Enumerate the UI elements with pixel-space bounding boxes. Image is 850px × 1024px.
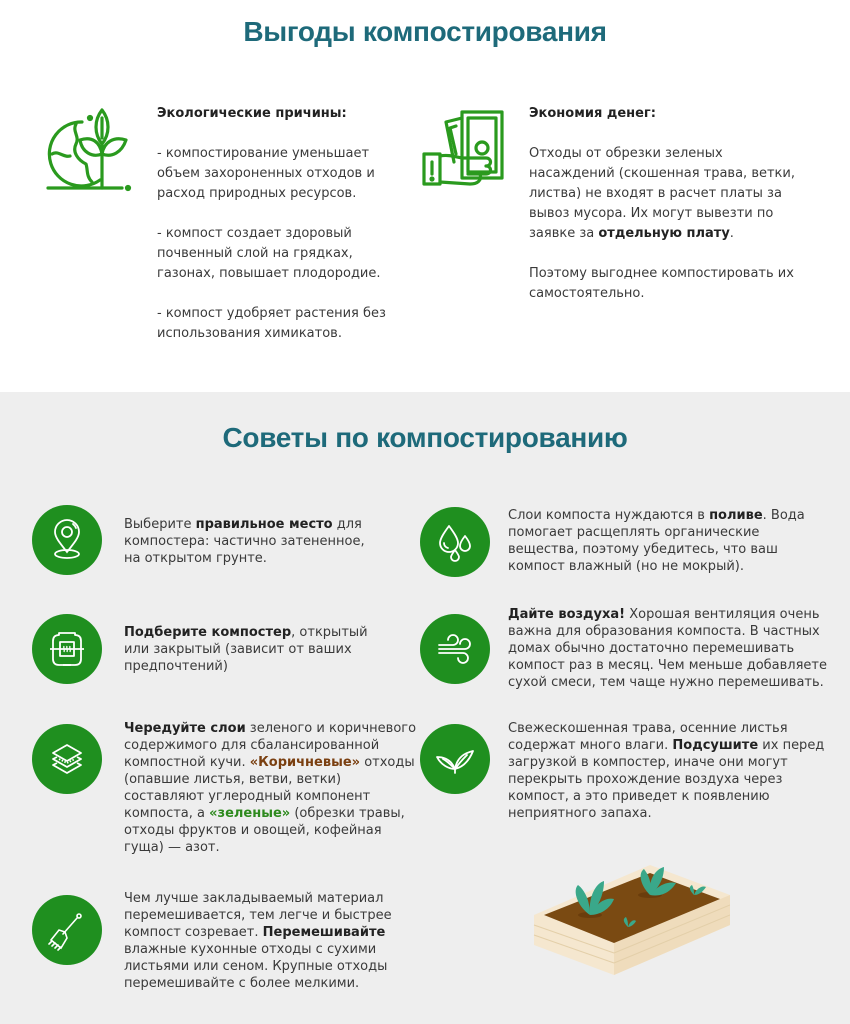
tip-bold: Дайте воздуха! — [508, 607, 626, 622]
tip-air — [508, 606, 828, 691]
money-text: . — [729, 226, 734, 241]
tip-text: Выберите — [124, 517, 196, 532]
tip-composter — [124, 624, 374, 675]
tip-bold: Подберите компостер — [124, 625, 292, 640]
money-text: Отходы от обрезки зеленых насаждений (скошенная трава, ветки, листва) не входят в расчет платы за вывоз мусора. Их могут вывезти по заявке за — [529, 146, 795, 241]
tip-location — [124, 516, 374, 567]
tips-title: Советы по компостированию — [222, 422, 628, 453]
location-pin-icon — [32, 505, 102, 575]
ecological-reasons — [157, 104, 402, 364]
money-bold: отдельную плату — [598, 226, 730, 241]
money-heading: Экономия денег: — [529, 106, 656, 121]
layers-icon — [32, 724, 102, 794]
garden-bed-illustration — [530, 855, 730, 985]
tip-text: . Вода помогает расщеплять органические вещества, поэтому убедитесь, что ваш компост влажный (но не мокрый). — [508, 508, 805, 574]
benefits-title: Выгоды компостирования — [243, 16, 607, 47]
tip-text: их перед загрузкой в компостер, иначе они могут перекрыть прохождение воздуха через компост, а это приведет к появлению неприятного запаха. — [508, 738, 825, 821]
rake-icon — [32, 895, 102, 965]
ecological-item: - компостирование уменьшает объем захороненных отходов и расход природных ресурсов. — [157, 146, 375, 201]
tip-bold: Чередуйте слои — [124, 721, 246, 736]
tip-text: Чем лучше закладываемый материал перемешивается, тем легче и быстрее компост созревает. — [124, 891, 392, 940]
water-drops-icon — [420, 507, 490, 577]
hand-money-icon — [420, 104, 510, 194]
wind-icon — [420, 614, 490, 684]
ecological-heading: Экологические причины: — [157, 106, 347, 121]
tip-bold: поливе — [709, 508, 763, 523]
tip-bold: Перемешивайте — [262, 925, 386, 940]
tip-text: , открытый или закрытый (зависит от ваших предпочтений) — [124, 625, 368, 674]
money-paragraph-2: Поэтому выгоднее компостировать их самостоятельно. — [529, 266, 794, 301]
benefits-section — [0, 0, 850, 392]
green-highlight: «зеленые» — [209, 806, 291, 821]
tip-mixing — [124, 890, 434, 992]
tip-text: (обрезки травы, отходы фруктов и овощей, кофейная гуща) — азот. — [124, 806, 405, 855]
tip-text: Свежескошенная трава, осенние листья содержат много влаги. — [508, 721, 788, 753]
tip-bold: правильное место — [195, 517, 333, 532]
tip-bold: Подсушите — [672, 738, 759, 753]
tip-text: Слои компоста нуждаются в — [508, 508, 710, 523]
brown-highlight: «Коричневые» — [249, 755, 361, 770]
leaves-icon — [420, 724, 490, 794]
tip-layers — [124, 720, 424, 856]
tip-text: зеленого и коричневого содержимого для сбалансированной компостной кучи. — [124, 721, 417, 770]
tip-watering — [508, 507, 828, 575]
tip-text: влажные кухонные отходы с сухими листьями или сеном. Крупные отходы перемешивайте с более мелкими. — [124, 942, 388, 991]
tip-text: для компостера: частично затененное, на открытом грунте. — [124, 517, 365, 566]
composter-icon — [32, 614, 102, 684]
earth-plant-icon — [42, 104, 132, 194]
tip-text: отходы (опавшие листья, ветви, ветки) составляют углеродный компонент компоста, а — [124, 755, 415, 821]
money-paragraph — [529, 144, 799, 244]
ecological-item: - компост создает здоровый почвенный слой на грядках, газонах, повышает плодородие. — [157, 226, 381, 281]
tip-text: Хорошая вентиляция очень важна для образования компоста. В частных домах обычно достаточно перемешивать компост раз в месяц. Чем меньше добавляете сухой смеси, тем чаще нужно перемешивать. — [508, 607, 827, 690]
ecological-item: - компост удобряет растения без использования химикатов. — [157, 306, 386, 341]
tip-dry-leaves — [508, 720, 828, 822]
money-savings — [529, 104, 799, 324]
